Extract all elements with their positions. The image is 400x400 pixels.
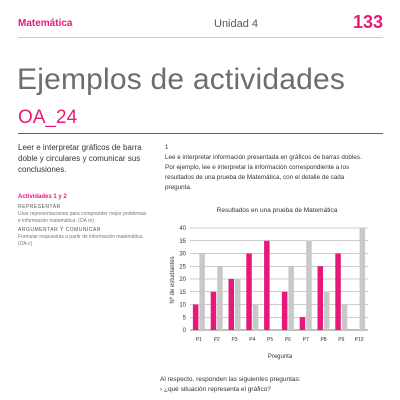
chart-title: Resultados en una prueba de Matemática [216,207,338,214]
oa-code: OA_24 [18,107,78,128]
y-tick-label: 20 [179,277,186,283]
header-subject: Matemática [18,18,73,29]
bar-series-1 [211,292,217,330]
y-tick-label: 0 [182,328,186,334]
bar-series-2 [288,266,294,330]
y-tick-label: 15 [179,289,186,296]
x-tick-label: P4 [249,337,256,343]
skills-list [18,204,150,250]
x-tick-label: P2 [213,337,220,343]
bar-series-2 [199,254,205,331]
y-tick-label: 30 [179,251,186,258]
bar-series-1 [335,254,341,331]
skill-description: Formular respuestas a partir de información matemática. (OA c) [18,234,144,247]
bar-series-2 [342,305,348,331]
bar-series-1 [318,266,324,330]
skill-item [18,227,150,248]
x-tick-label: P8 [320,337,327,343]
bar-series-1 [282,292,288,330]
bar-series-2 [360,228,366,330]
skill-item [18,204,150,225]
y-tick-label: 10 [179,302,186,309]
x-tick-label: P6 [284,337,291,343]
y-tick-label: 5 [182,315,186,322]
learning-objective: Leer e interpretar gráficos de barra doble y circulares y comunicar sus conclusiones. [18,143,142,174]
skill-title: REPRESENTAR [18,204,61,210]
bar-series-1 [300,317,306,330]
x-tick-label: P1 [195,337,202,343]
bar-series-2 [217,266,223,330]
grid-layer [190,228,368,330]
x-tick-label: P3 [231,337,238,343]
page-number: 133 [352,12,383,32]
double-bar-chart [160,198,375,363]
question-item: › ¿qué situación representa el gráfico? [160,386,271,393]
bar-series-2 [306,241,312,330]
x-tick-label: P7 [302,337,309,343]
bar-series-1 [246,254,252,331]
activity-intro: Lee e interpretar información presentada en gráficos de barras dobles. Por ejemplo, lee e interpretar la información correspondiente a los resultados de una prueba de Matemática, con el detalle de cada pregunta. [165,154,362,191]
bar-series-1 [229,279,235,330]
x-tick-label: P10 [354,337,364,343]
x-axis-label: Pregunta [267,354,293,360]
header-unit: Unidad 4 [214,18,259,30]
bar-series-1 [193,305,199,331]
bar-series-2 [253,305,258,331]
y-tick-label: 40 [179,226,186,232]
bar-series-2 [324,292,330,330]
y-tick-label: 25 [179,264,186,271]
activity-number: 1 [165,145,169,151]
y-tick-label: 35 [179,238,186,245]
oa-divider [18,133,383,134]
bar-series-2 [235,279,241,330]
header-divider [18,37,383,38]
skill-title: ARGUMENTAR Y COMUNICAR [18,227,101,233]
x-tick-label: P9 [338,337,345,343]
page-title: Ejemplos de actividades [17,63,346,96]
activities-label: Actividades 1 y 2 [18,194,67,200]
bar-series-1 [264,241,270,330]
y-axis-label: Nº de estudiantes [170,256,176,304]
skill-description: Usar representaciones para comprender mejor problemas e información matemática. (OA m) [18,211,147,224]
questions-intro: Al respecto, responden las siguientes preguntas: [160,376,301,383]
x-tick-label: P5 [267,337,274,343]
